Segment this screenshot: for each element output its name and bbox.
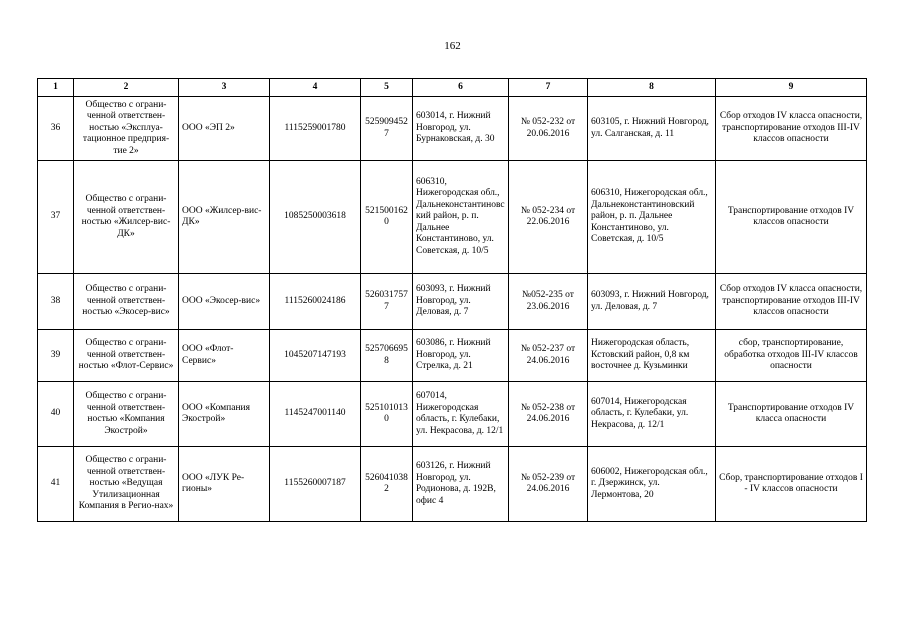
organization-short-name: ООО «ЭП 2» bbox=[179, 97, 270, 161]
activity-site: 607014, Нижегородская область, г. Кулебаки, ул. Некрасова, д. 12/1 bbox=[588, 382, 716, 447]
row-number: 38 bbox=[38, 274, 74, 330]
activity-type: Сбор отходов IV класса опасности, транспортирование отходов III-IV классов опасности bbox=[716, 97, 867, 161]
organization-short-name: ООО «Жилсер-вис-ДК» bbox=[179, 161, 270, 274]
inn: 5215001620 bbox=[361, 161, 413, 274]
header-cell: 5 bbox=[361, 79, 413, 97]
legal-address: 603093, г. Нижний Новгород, ул. Деловая, д. 7 bbox=[413, 274, 509, 330]
header-cell: 6 bbox=[413, 79, 509, 97]
legal-address: 606310, Нижегородская обл., Дальнеконстантиновский район, р. п. Дальнее Константиново, ул. Советская, д. 10/5 bbox=[413, 161, 509, 274]
legal-address: 603126, г. Нижний Новгород, ул. Родионова, д. 192В, офис 4 bbox=[413, 447, 509, 522]
organization-name: Общество с ограни-ченной ответствен-ностью «Флот-Сервис» bbox=[74, 330, 179, 382]
header-cell: 7 bbox=[509, 79, 588, 97]
activity-type: Транспортирование отходов IV классов опасности bbox=[716, 161, 867, 274]
inn: 5259094527 bbox=[361, 97, 413, 161]
row-number: 40 bbox=[38, 382, 74, 447]
inn: 5260317577 bbox=[361, 274, 413, 330]
header-cell: 9 bbox=[716, 79, 867, 97]
page-number: 162 bbox=[444, 40, 461, 52]
table-row bbox=[38, 382, 867, 447]
table-row bbox=[38, 161, 867, 274]
row-number: 41 bbox=[38, 447, 74, 522]
organization-name: Общество с ограни-ченной ответствен-ностью «Жилсер-вис-ДК» bbox=[74, 161, 179, 274]
organization-name: Общество с ограни-ченной ответствен-ностью «Компания Экострой» bbox=[74, 382, 179, 447]
inn: 5251010130 bbox=[361, 382, 413, 447]
legal-address: 603086, г. Нижний Новгород, ул. Стрелка, д. 21 bbox=[413, 330, 509, 382]
license-number: № 052-232 от 20.06.2016 bbox=[509, 97, 588, 161]
activity-type: Сбор, транспортирование отходов I - IV классов опасности bbox=[716, 447, 867, 522]
inn: 5257066958 bbox=[361, 330, 413, 382]
organization-short-name: ООО «Экосер-вис» bbox=[179, 274, 270, 330]
organization-name: Общество с ограни-ченной ответствен-ностью «Эксплуа-тационное предприя-тие 2» bbox=[74, 97, 179, 161]
header-cell: 1 bbox=[38, 79, 74, 97]
header-cell: 3 bbox=[179, 79, 270, 97]
ogrn: 1045207147193 bbox=[270, 330, 361, 382]
ogrn: 1145247001140 bbox=[270, 382, 361, 447]
table-row bbox=[38, 274, 867, 330]
license-number: № 052-234 от 22.06.2016 bbox=[509, 161, 588, 274]
header-row bbox=[38, 79, 867, 97]
row-number: 36 bbox=[38, 97, 74, 161]
ogrn: 1085250003618 bbox=[270, 161, 361, 274]
table-row bbox=[38, 330, 867, 382]
table-row bbox=[38, 447, 867, 522]
activity-type: Транспортирование отходов IV класса опасности bbox=[716, 382, 867, 447]
organization-short-name: ООО «ЛУК Ре-гионы» bbox=[179, 447, 270, 522]
legal-address: 603014, г. Нижний Новгород, ул. Бурнаковская, д. 30 bbox=[413, 97, 509, 161]
activity-site: 606310, Нижегородская обл., Дальнеконстантиновский район, р. п. Дальнее Константиново, ул. Советская, д. 10/5 bbox=[588, 161, 716, 274]
header-cell: 4 bbox=[270, 79, 361, 97]
organization-short-name: ООО «Компания Экострой» bbox=[179, 382, 270, 447]
organization-name: Общество с ограни-ченной ответствен-ностью «Ведущая Утилизационная Компания в Регио-нах» bbox=[74, 447, 179, 522]
activity-site: Нижегородская область, Кстовский район, 0,8 км восточнее д. Кузьминки bbox=[588, 330, 716, 382]
activity-type: сбор, транспортирование, обработка отходов III-IV классов опасности bbox=[716, 330, 867, 382]
ogrn: 1115259001780 bbox=[270, 97, 361, 161]
table-row bbox=[38, 97, 867, 161]
activity-site: 606002, Нижегородская обл., г. Дзержинск, ул. Лермонтова, 20 bbox=[588, 447, 716, 522]
inn: 5260410382 bbox=[361, 447, 413, 522]
activity-site: 603105, г. Нижний Новгород, ул. Салганская, д. 11 bbox=[588, 97, 716, 161]
registry-table bbox=[37, 78, 867, 522]
license-number: № 052-237 от 24.06.2016 bbox=[509, 330, 588, 382]
license-number: №052-235 от 23.06.2016 bbox=[509, 274, 588, 330]
legal-address: 607014, Нижегородская область, г. Кулебаки, ул. Некрасова, д. 12/1 bbox=[413, 382, 509, 447]
row-number: 37 bbox=[38, 161, 74, 274]
header-cell: 8 bbox=[588, 79, 716, 97]
ogrn: 1155260007187 bbox=[270, 447, 361, 522]
row-number: 39 bbox=[38, 330, 74, 382]
activity-site: 603093, г. Нижний Новгород, ул. Деловая, д. 7 bbox=[588, 274, 716, 330]
license-number: № 052-238 от 24.06.2016 bbox=[509, 382, 588, 447]
organization-short-name: ООО «Флот-Сервис» bbox=[179, 330, 270, 382]
license-number: № 052-239 от 24.06.2016 bbox=[509, 447, 588, 522]
organization-name: Общество с ограни-ченной ответствен-ностью «Экосер-вис» bbox=[74, 274, 179, 330]
header-cell: 2 bbox=[74, 79, 179, 97]
ogrn: 1115260024186 bbox=[270, 274, 361, 330]
activity-type: Сбор отходов IV класса опасности, транспортирование отходов III-IV классов опасности bbox=[716, 274, 867, 330]
